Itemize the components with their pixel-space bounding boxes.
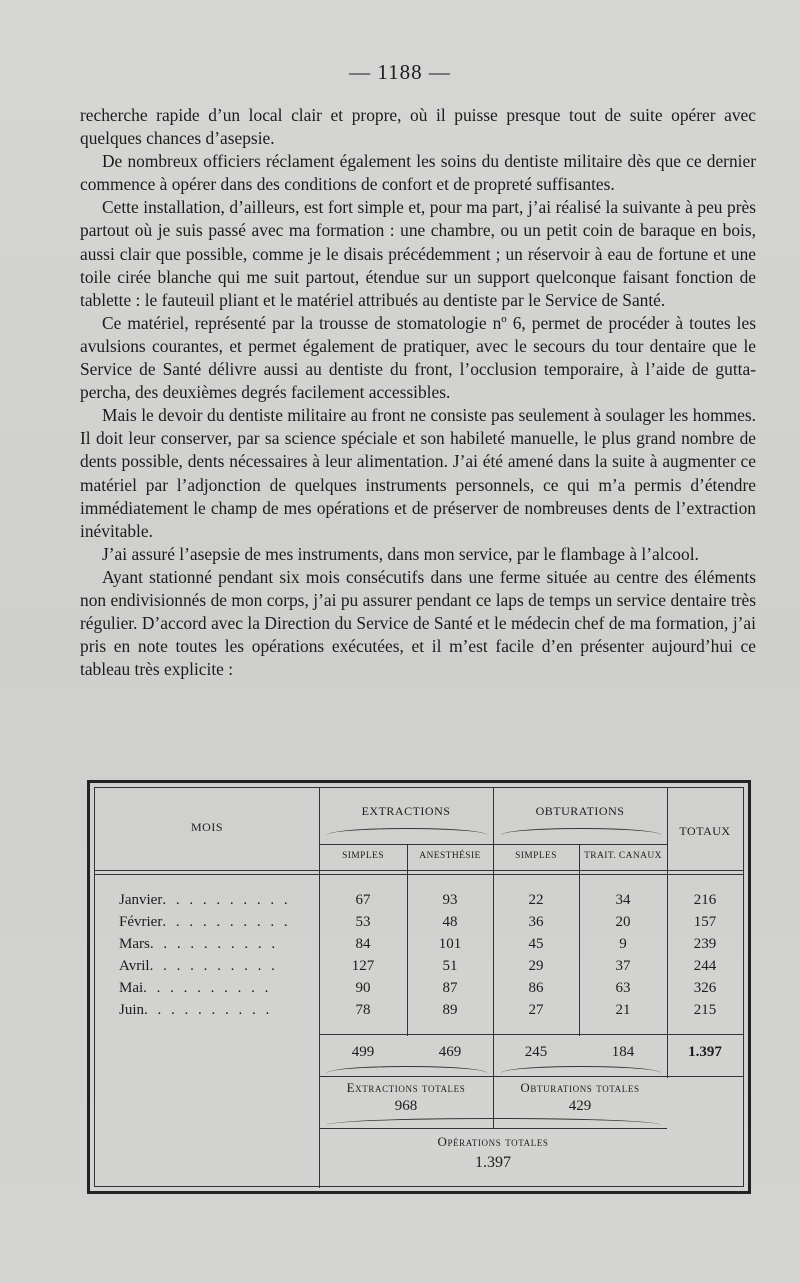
cell-obt-canaux: 9 — [619, 936, 627, 952]
month-label: Mai — [119, 980, 144, 996]
cell-obt-canaux: 20 — [615, 914, 631, 930]
cell-total: 157 — [693, 914, 717, 930]
dot-leader: . . . . . . . . . . — [149, 958, 278, 974]
sum-obt-canaux: 184 — [611, 1044, 635, 1060]
sum-ext-simples: 499 — [351, 1044, 375, 1060]
cell-total: 239 — [693, 936, 717, 952]
sum-ext-anesthesie: 469 — [438, 1044, 462, 1060]
page-number: — 1188 — — [349, 60, 451, 84]
cell-obt-simples: 45 — [528, 936, 544, 952]
cell-ext-simples: 78 — [355, 1002, 371, 1018]
extractions-totales-label: Extractions totales — [346, 1080, 466, 1095]
dot-leader: . . . . . . . . . . — [143, 980, 272, 996]
cell-ext-anesthesie: 87 — [442, 980, 458, 996]
cell-ext-anesthesie: 51 — [442, 958, 458, 974]
cell-ext-simples: 53 — [355, 914, 371, 930]
sum-obt-simples: 245 — [524, 1044, 548, 1060]
paragraph-7: Ayant stationné pendant six mois consécutifs dans une ferme située au centre des éléments non endivisionnés de mon corps, j’ai pu assurer pendant ce laps de temps un service dentaire très régulier. D’accord avec la Direction du Service de Santé et le médecin chef de ma formation, j’ai pris en note toutes les opérations exécutées, et il m’est facile d’en présenter aujourd’hui ce tableau très explicite : — [80, 566, 756, 680]
cell-ext-anesthesie: 93 — [442, 892, 458, 908]
dot-leader: . . . . . . . . . . — [144, 1002, 273, 1018]
paragraph-6: J’ai assuré l’asepsie de mes instruments, dans mon service, par le flambage à l’alcool. — [102, 543, 699, 564]
operations-totales-label: Opérations totales — [437, 1134, 549, 1149]
cell-total: 216 — [693, 892, 717, 908]
month-label: Avril — [119, 958, 150, 974]
cell-obt-canaux: 21 — [615, 1002, 631, 1018]
obturations-totales-value: 429 — [568, 1098, 592, 1114]
month-label: Janvier — [119, 892, 163, 908]
sum-total: 1.397 — [688, 1044, 722, 1060]
header-mois: MOIS — [190, 820, 223, 834]
cell-obt-simples: 29 — [528, 958, 544, 974]
header-anesthesie: ANESTHÉSIE — [419, 851, 481, 861]
header-trait-canaux: TRAIT. CANAUX — [584, 851, 662, 861]
paragraph-1: recherche rapide d’un local clair et propre, où il puisse presque tout de suite opérer avec quelques chances d’asepsie. — [80, 105, 756, 149]
header-ext-simples: SIMPLES — [342, 851, 384, 861]
paragraph-2: De nombreux officiers réclament également les soins du dentiste militaire dès que ce dernier commence à opérer dans des conditions de confort et de propreté suffisantes. — [80, 151, 756, 195]
cell-ext-anesthesie: 48 — [442, 914, 458, 930]
dot-leader: . . . . . . . . . . — [162, 914, 291, 930]
cell-obt-simples: 27 — [528, 1002, 544, 1018]
month-label: Juin — [119, 1002, 145, 1018]
header-extractions: EXTRACTIONS — [361, 804, 451, 818]
cell-ext-anesthesie: 101 — [438, 936, 462, 952]
month-label: Mars — [119, 936, 150, 952]
extractions-totales-value: 968 — [394, 1098, 418, 1114]
cell-obt-canaux: 63 — [615, 980, 631, 996]
body-text — [80, 104, 756, 681]
cell-ext-simples: 67 — [355, 892, 371, 908]
cell-total: 215 — [693, 1002, 717, 1018]
cell-total: 244 — [693, 958, 717, 974]
cell-obt-simples: 22 — [528, 892, 544, 908]
cell-obt-simples: 36 — [528, 914, 544, 930]
paragraph-5: Mais le devoir du dentiste militaire au front ne consiste pas seulement à soulager les hommes. Il doit leur conserver, par sa science spéciale et son habileté manuelle, le plus grand nombre de dents possible, dents nécessaires à leur alimentation. J’ai été amené dans la suite à augmenter ce matériel par l’adjonction de quelques instruments personnels, ce qui m’a permis d’étendre immédiatement le champ de mes opérations et de préserver de nombreuses dents de l’extraction inévitable. — [80, 405, 756, 541]
cell-total: 326 — [693, 980, 717, 996]
dot-leader: . . . . . . . . . . — [149, 936, 279, 952]
paragraph-3: Cette installation, d’ailleurs, est fort simple et, pour ma part, j’ai réalisé la suivante à peu près partout où je suis passé avec ma formation : une chambre, ou un petit coin de baraque en bois, aussi clair que possible, comme je le disais précédemment ; un réservoir à eau de fortune et une toile cirée blanche qui me suit partout, étendue sur un support quelconque faisant fonction de tablette : le fauteuil pliant et le matériel attribués au dentiste par le Service de Santé. — [80, 197, 756, 310]
month-label: Février — [119, 914, 163, 930]
cell-ext-simples: 90 — [355, 980, 371, 996]
dot-leader: . . . . . . . . . . — [162, 892, 291, 908]
header-obturations: OBTURATIONS — [535, 804, 625, 818]
header-totaux: TOTAUX — [679, 824, 731, 838]
header-obt-simples: SIMPLES — [515, 851, 557, 861]
cell-ext-simples: 127 — [351, 958, 375, 974]
cell-ext-simples: 84 — [355, 936, 371, 952]
cell-ext-anesthesie: 89 — [442, 1002, 458, 1018]
cell-obt-simples: 86 — [528, 980, 544, 996]
cell-obt-canaux: 37 — [615, 958, 631, 974]
obturations-totales-label: Obturations totales — [520, 1080, 640, 1095]
paragraph-4: Ce matériel, représenté par la trousse de stomatologie nº 6, permet de procéder à toutes les avulsions courantes, et permet également de pratiquer, avec le secours du tour dentaire que le Service de Santé délivre aussi au dentiste du front, l’occlusion temporaire, à l’aide de gutta-percha, des deuxièmes degrés facilement accessibles. — [80, 312, 756, 403]
table-inner-frame — [94, 787, 744, 1187]
operations-totales-value: 1.397 — [475, 1154, 511, 1171]
cell-obt-canaux: 34 — [615, 892, 631, 908]
statistics-table — [87, 780, 751, 1194]
